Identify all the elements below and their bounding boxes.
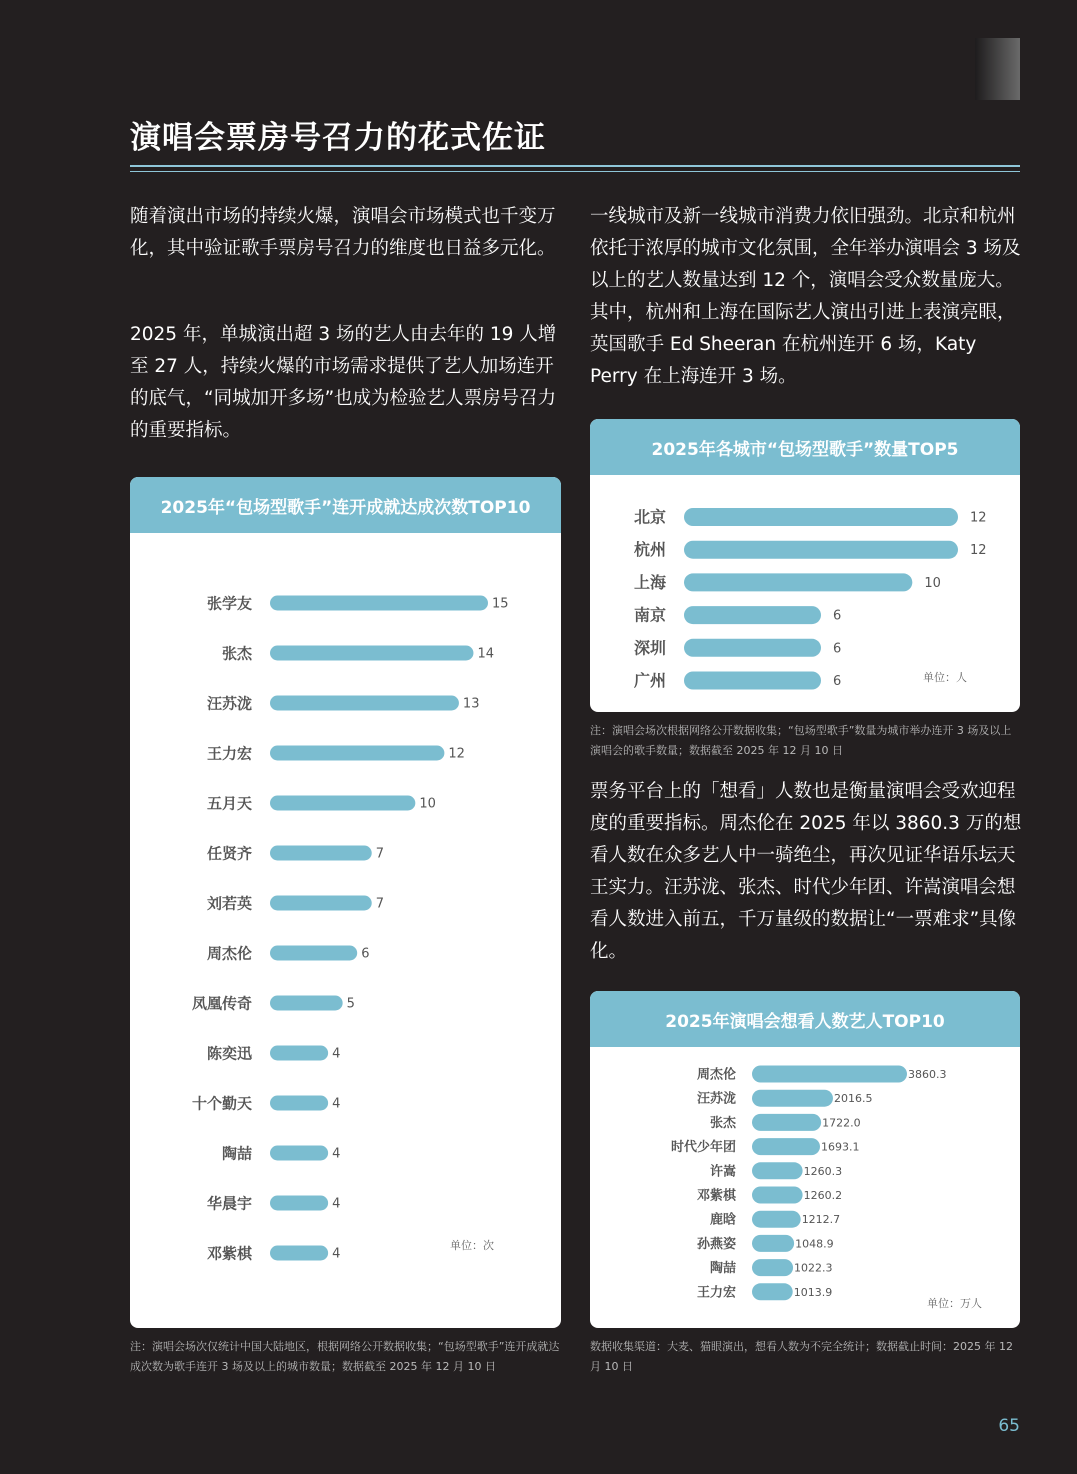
bar [270,696,459,711]
category-label: 北京 [633,507,666,527]
chart-title: 2025年“包场型歌手”连开成就达成次数TOP10 [130,477,561,533]
bar [752,1211,801,1228]
bar [752,1187,803,1204]
category-label: 刘若英 [206,894,252,913]
value-label: 14 [477,646,495,662]
value-label: 1693.1 [820,1140,860,1154]
value-label: 12 [970,510,987,526]
value-label: 1212.7 [801,1213,841,1227]
paragraph-cities: 一线城市及新一线城市消费力依旧强劲。北京和杭州依托于浓厚的城市文化氛围，全年举办演唱会 3 场及以上的艺人数量达到 12 个，演唱会受众数量庞大。其中，杭州和上海在国际艺人演出引进上表演亮眼，英国歌手 Ed Sheeran 在杭州连开 6 场，Katy Perry 在上海连开 3 场。 [590,206,1021,387]
bar [752,1162,803,1179]
category-label: 任贤齐 [206,844,252,863]
value-label: 1260.2 [803,1189,843,1202]
bar [684,541,958,559]
bar [270,1246,328,1261]
value-label: 5 [346,996,355,1012]
value-label: 1022.3 [794,1261,833,1275]
bar [684,672,821,690]
category-label: 周杰伦 [696,1067,736,1083]
value-label: 12 [448,746,465,762]
value-label: 1722.0 [822,1116,861,1130]
category-label: 广州 [633,671,666,690]
chart-title: 2025年各城市“包场型歌手”数量TOP5 [590,419,1020,475]
category-label: 王力宏 [206,744,252,763]
bar [684,573,912,591]
bar [752,1283,793,1300]
value-label: 1260.3 [803,1164,843,1178]
value-label: 1048.9 [795,1237,834,1251]
value-label: 13 [462,696,480,712]
chart-cities [590,419,1020,712]
category-label: 凤凰传奇 [191,994,252,1013]
category-label: 华晨宇 [206,1194,252,1213]
bar [684,508,958,526]
paragraph-multi-show: 2025 年，单城演出超 3 场的艺人由去年的 19 人增至 27 人，持续火爆的市场需求提供了艺人加场连开的底气，“同城加开多场”也成为检验艺人票房号召力的重要指标。 [130,324,557,441]
unit-label: 单位：万人 [927,1297,982,1310]
value-label: 1013.9 [793,1285,833,1299]
paragraph-want-to-see: 票务平台上的「想看」人数也是衡量演唱会受欢迎程度的重要指标。周杰伦在 2025 年以 3860.3 万的想看人数在众多艺人中一骑绝尘，再次见证华语乐坛天王实力。汪苏泷、张杰、时代少年团、许嵩演唱会想看人数进入前五，千万量级的数据让“一票难求”具像化。 [590,781,1022,962]
category-label: 王力宏 [696,1285,736,1301]
unit-label: 单位：次 [450,1239,494,1252]
bar [270,996,343,1011]
bar [752,1066,907,1083]
value-label: 12 [970,543,987,559]
bar [270,646,473,661]
category-label: 张学友 [206,594,252,613]
category-label: 张杰 [221,644,252,663]
bar [270,846,372,861]
page-title: 演唱会票房号召力的花式佐证 [130,120,546,156]
category-label: 深圳 [633,638,666,658]
page-number: 65 [998,1416,1020,1436]
category-label: 张杰 [709,1115,736,1131]
bar [270,1196,328,1211]
category-label: 杭州 [633,540,666,560]
category-label: 孙燕姿 [696,1236,736,1252]
category-label: 上海 [633,572,666,592]
value-label: 4 [332,1046,341,1062]
bar [270,1146,328,1161]
category-label: 时代少年团 [670,1140,736,1156]
value-label: 6 [833,608,842,624]
value-label: 4 [332,1196,341,1212]
bar [752,1090,833,1107]
value-label: 3860.3 [908,1068,947,1081]
category-label: 陈奕迅 [206,1044,252,1063]
bar [270,596,488,611]
category-label: 十个勤天 [191,1094,252,1113]
bar [270,1046,328,1061]
bar [270,896,372,911]
unit-label: 单位：人 [923,671,967,684]
bar [684,606,821,624]
value-label: 7 [375,896,385,912]
value-label: 6 [361,946,370,962]
category-label: 邓紫棋 [206,1244,252,1263]
category-label: 汪苏泷 [696,1091,736,1107]
category-label: 陶喆 [709,1261,736,1277]
value-label: 10 [419,796,436,812]
category-label: 邓紫棋 [696,1188,736,1204]
title-rule-bottom [130,171,1020,172]
chart-card-consecutive-shows [130,477,561,1328]
paragraph-intro: 随着演出市场的持续火爆，演唱会市场模式也千变万化，其中验证歌手票房号召力的维度也日益多元化。 [130,206,556,259]
category-label: 周杰伦 [206,944,252,963]
value-label: 2016.5 [833,1092,873,1106]
value-label: 4 [332,1096,341,1112]
category-label: 许嵩 [709,1164,736,1180]
chart-card-want-to-see [590,991,1020,1328]
bar [752,1114,821,1131]
value-label: 4 [332,1146,341,1162]
chart-note-want-to-see: 数据收集渠道：大麦、猫眼演出，想看人数为不完全统计；数据截止时间：2025 年 12 月 10 日 [590,1340,1013,1373]
category-label: 汪苏泷 [206,694,252,713]
chart-note-cities: 注：演唱会场次根据网络公开数据收集；“包场型歌手”数量为城市举办连开 3 场及以上演唱会的歌手数量；数据截至 2025 年 12 月 10 日 [590,724,1012,757]
value-label: 7 [375,846,385,862]
bar [752,1138,820,1155]
chart-card-cities [590,419,1020,712]
category-label: 南京 [633,605,666,625]
chart-title: 2025年演唱会想看人数艺人TOP10 [590,991,1020,1047]
value-label: 6 [833,674,842,689]
title-rule-top [130,165,1020,167]
corner-decoration [975,38,1020,100]
bar [752,1235,794,1252]
chart-consecutive-shows [130,477,561,1328]
bar [270,1096,328,1111]
category-label: 鹿晗 [709,1212,736,1228]
value-label: 4 [332,1246,341,1262]
bar [270,746,444,761]
value-label: 15 [492,596,509,612]
bar [684,639,821,657]
bar [270,796,415,811]
category-label: 陶喆 [221,1144,252,1163]
value-label: 10 [924,575,941,591]
bar [752,1259,793,1276]
value-label: 6 [833,641,842,657]
category-label: 五月天 [206,794,252,813]
chart-want-to-see [590,991,1020,1328]
chart-note-consecutive-shows: 注：演唱会场次仅统计中国大陆地区，根据网络公开数据收集；“包场型歌手”连开成就达成次数为歌手连开 3 场及以上的城市数量；数据截至 2025 年 12 月 10 日 [130,1340,560,1373]
bar [270,946,357,961]
